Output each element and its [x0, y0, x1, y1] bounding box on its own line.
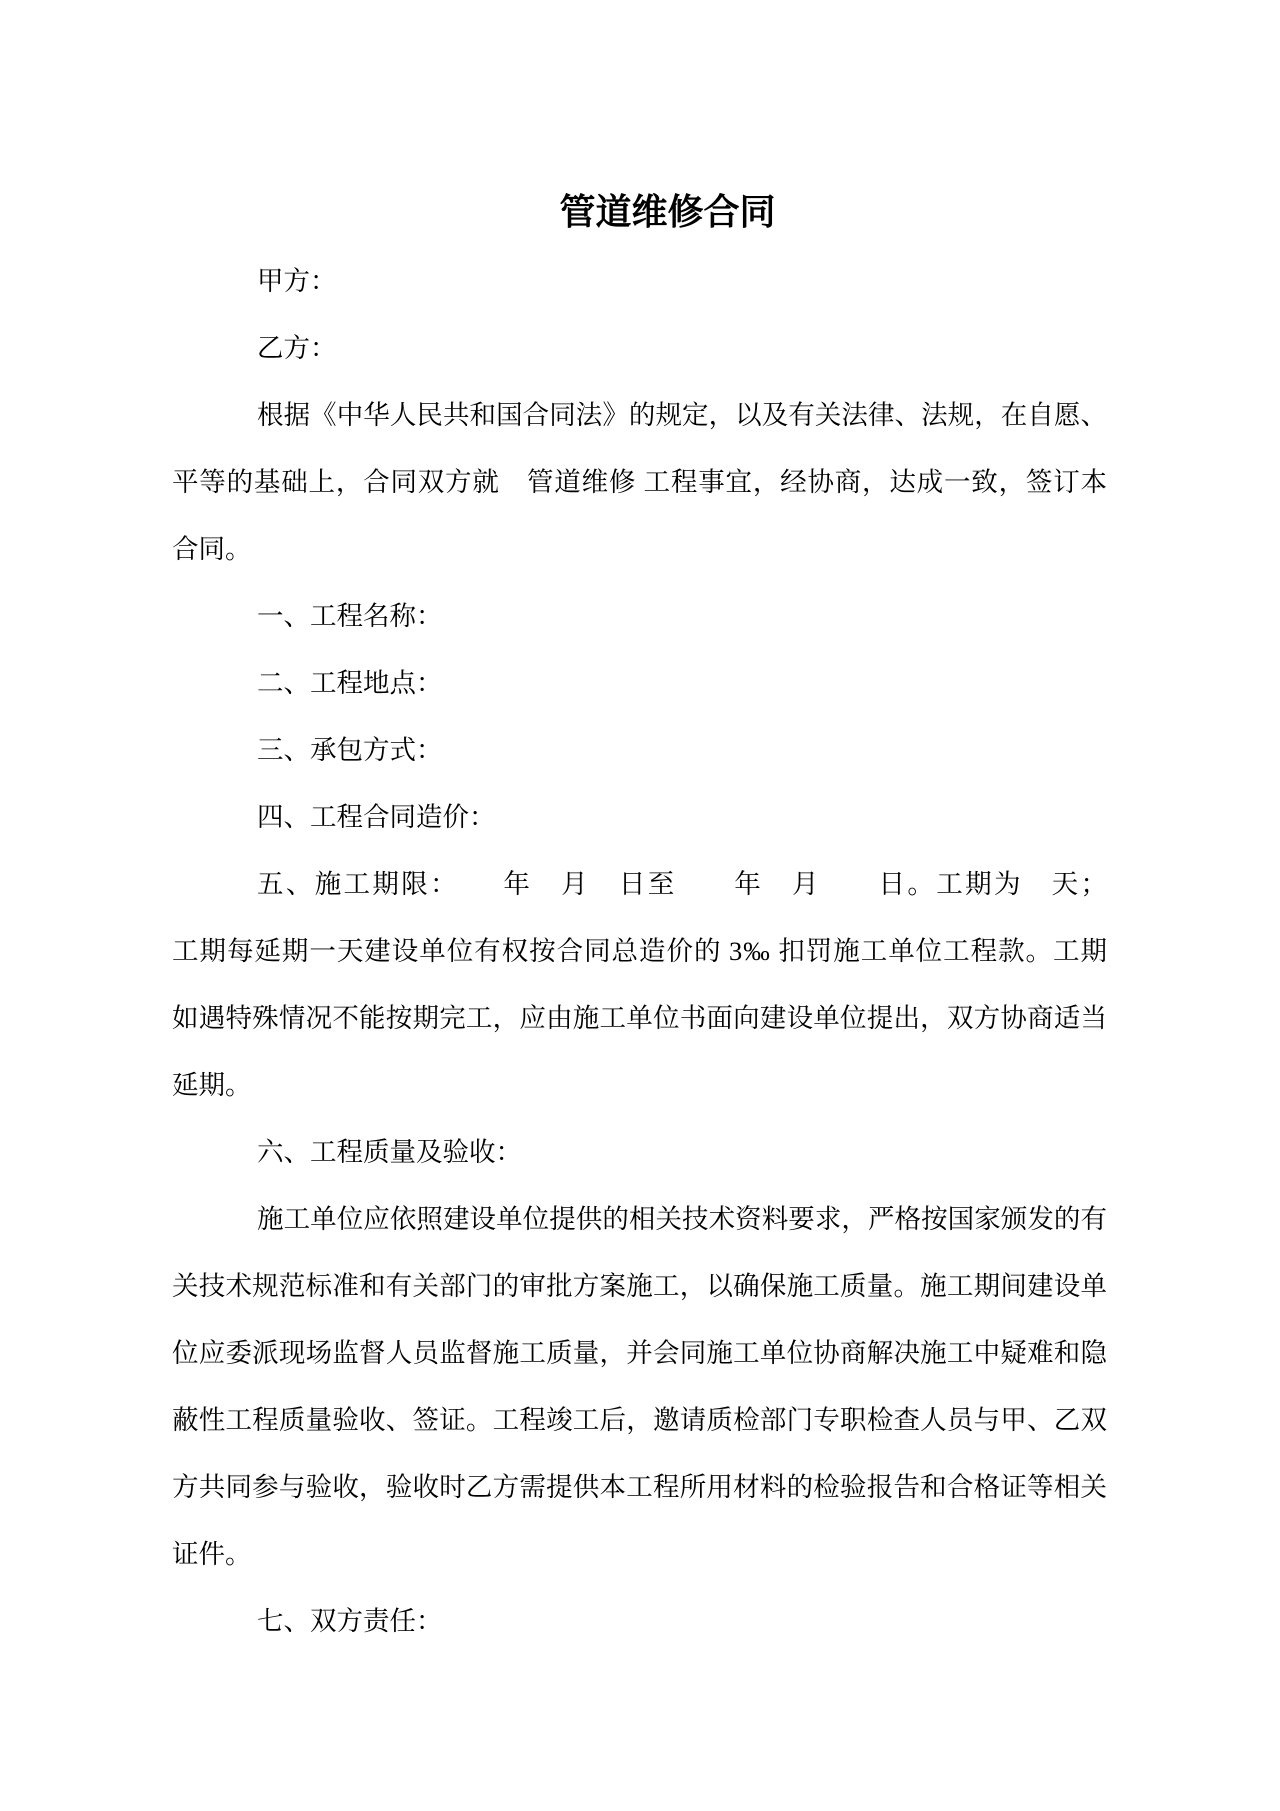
document-line: 七、双方责任： — [257, 1606, 443, 1636]
document-line: 工期每延期一天建设单位有权按合同总造价的 3‰ 扣罚施工单位工程款。工期 — [172, 936, 1107, 966]
document-line: 一、工程名称： — [257, 601, 443, 631]
document-line: 合同。 — [172, 534, 252, 564]
document-line: 二、工程地点： — [257, 668, 443, 698]
document-line: 六、工程质量及验收： — [257, 1137, 522, 1167]
document-line: 五、施工期限： 年 月 日至 年 月 日。工期为 天； — [257, 869, 1107, 899]
document-content — [172, 0, 1107, 1655]
document-line: 乙方： — [257, 333, 337, 363]
document-line: 证件。 — [172, 1539, 252, 1569]
document-line: 三、承包方式： — [257, 735, 443, 765]
document-line: 延期。 — [172, 1070, 252, 1100]
document-line: 方共同参与验收，验收时乙方需提供本工程所用材料的检验报告和合格证等相关 — [172, 1472, 1107, 1502]
document-body — [172, 248, 1107, 1655]
document-line: 甲方： — [257, 266, 337, 296]
document-line: 蔽性工程质量验收、签证。工程竣工后，邀请质检部门专职检查人员与甲、乙双 — [172, 1405, 1107, 1435]
document-line: 施工单位应依照建设单位提供的相关技术资料要求，严格按国家颁发的有 — [257, 1204, 1107, 1234]
document-line: 平等的基础上，合同双方就 管道维修 工程事宜，经协商，达成一致，签订本 — [172, 467, 1107, 497]
document-line: 如遇特殊情况不能按期完工，应由施工单位书面向建设单位提出，双方协商适当 — [172, 1003, 1107, 1033]
document-line: 位应委派现场监督人员监督施工质量，并会同施工单位协商解决施工中疑难和隐 — [172, 1338, 1107, 1368]
document-line: 根据《中华人民共和国合同法》的规定，以及有关法律、法规，在自愿、 — [257, 400, 1107, 430]
document-line: 关技术规范标准和有关部门的审批方案施工，以确保施工质量。施工期间建设单 — [172, 1271, 1107, 1301]
document-title: 管道维修合同 — [559, 192, 776, 232]
document-line: 四、工程合同造价： — [257, 802, 496, 832]
